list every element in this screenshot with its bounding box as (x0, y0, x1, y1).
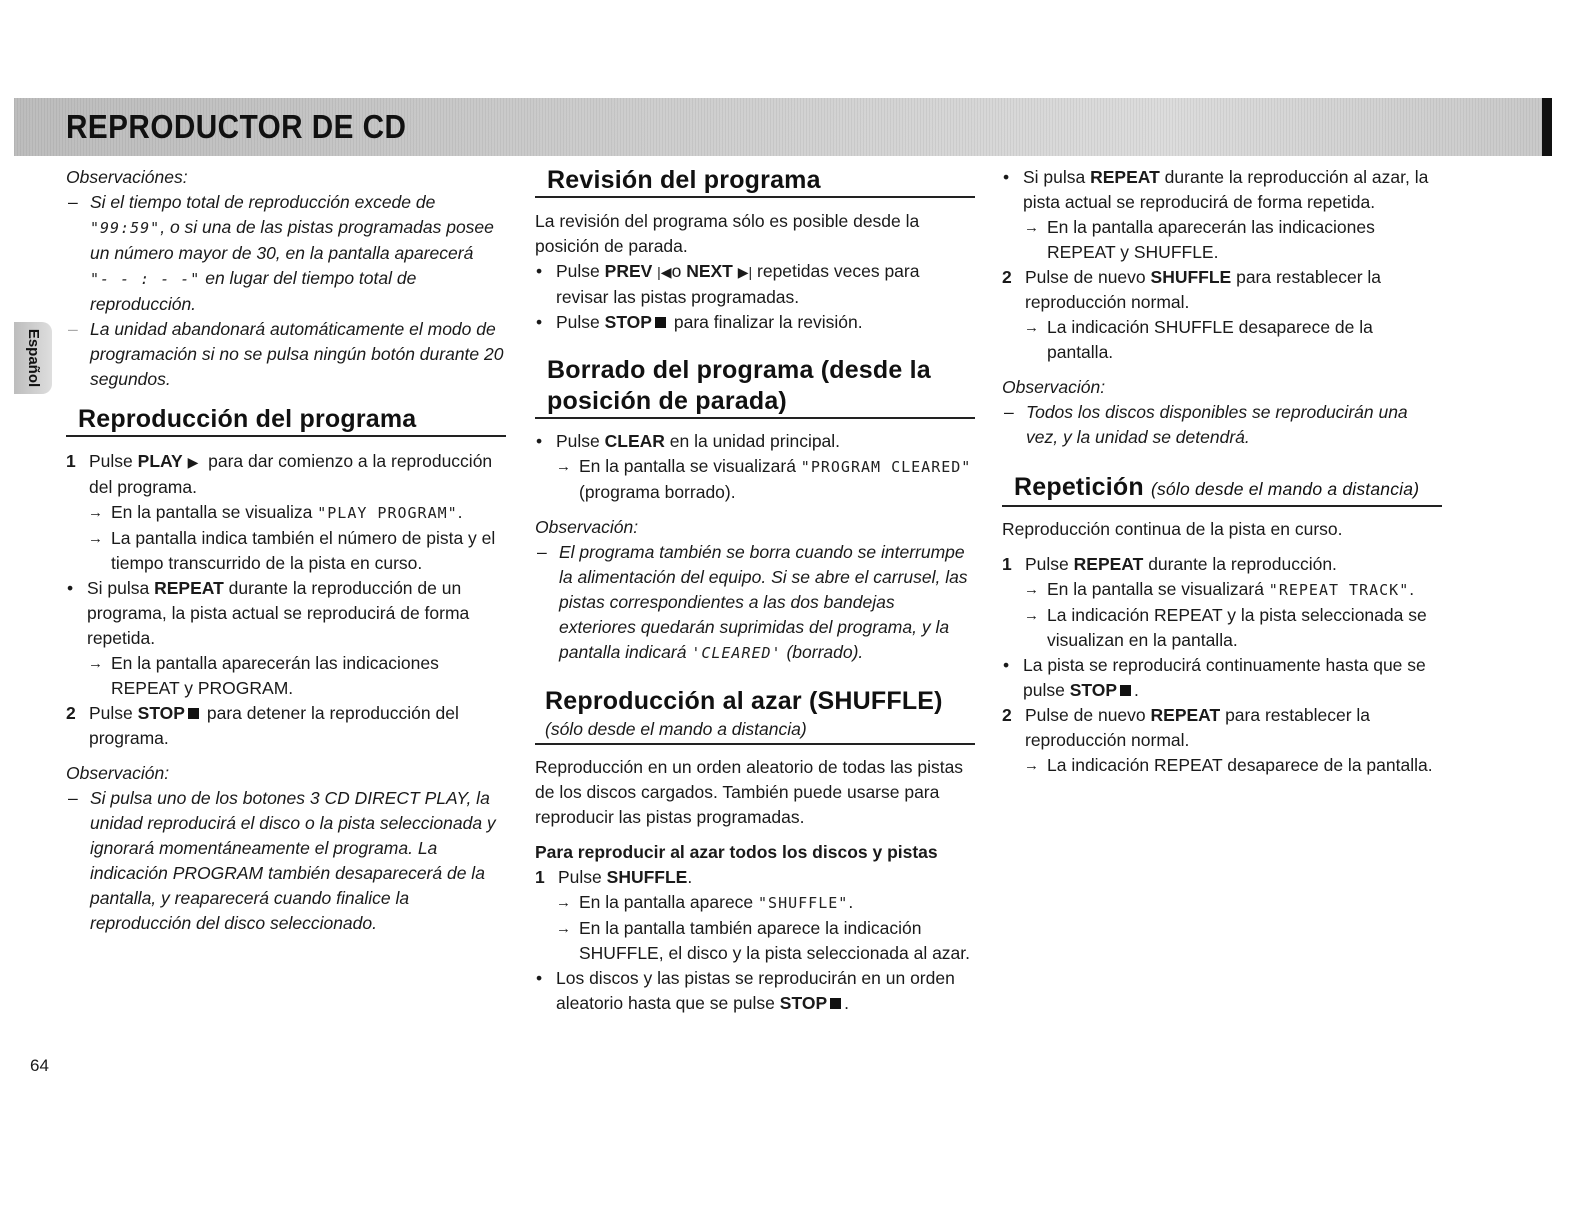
bullet-icon: • (536, 312, 543, 332)
heading-subtitle: (sólo desde el mando a distancia) (535, 717, 975, 745)
bullet-item: • Si pulsa REPEAT durante la reproducción de un programa, la pista actual se reproducirá de forma repetida. (67, 578, 470, 648)
observations-title: Observaciónes: (66, 167, 188, 187)
step-item: 2 Pulse de nuevo REPEAT para restablecer la reproducción normal. (1002, 705, 1371, 750)
result-item: → En la pantalla también aparece la indicación SHUFFLE, el disco y la pista seleccionada al azar. (556, 918, 971, 963)
step-item: 2 Pulse STOP para detener la reproducción del programa. (66, 703, 459, 748)
stop-icon (1120, 685, 1131, 696)
lcd-text: "REPEAT TRACK" (1268, 581, 1410, 599)
bullet-icon: • (536, 968, 543, 988)
stop-icon (655, 317, 666, 328)
section-banner (14, 98, 1552, 156)
lcd-text: "99:59" (90, 219, 161, 237)
bullet-icon: • (1003, 655, 1010, 675)
subheading: Para reproducir al azar todos los discos y pistas (535, 842, 938, 862)
language-label: Español (25, 328, 42, 388)
lcd-text: 'CLEARED' (691, 644, 782, 662)
arrow-icon: → (1024, 319, 1039, 336)
arrow-icon: → (1024, 757, 1039, 774)
stop-icon (830, 998, 841, 1009)
column-1 (66, 165, 506, 936)
bullet-icon: • (1003, 167, 1010, 187)
arrow-icon: → (1024, 219, 1039, 236)
observation-item: – Todos los discos disponibles se reproducirán una vez, y la unidad se detendrá. (1002, 400, 1442, 450)
arrow-icon: → (556, 458, 571, 475)
bullet-item: • La pista se reproducirá continuamente hasta que se pulse STOP . (1003, 655, 1426, 700)
arrow-icon: → (88, 655, 103, 672)
step-item: 1 Pulse SHUFFLE. (535, 867, 693, 887)
next-track-icon: ▶| (737, 264, 753, 280)
lcd-text: "SHUFFLE" (758, 894, 849, 912)
arrow-icon: → (1024, 607, 1039, 624)
step-item: 1 Pulse REPEAT durante la reproducción. (1002, 554, 1337, 574)
heading-repeat: Repetición (sólo desde el mando a distancia) (1002, 472, 1442, 507)
bullet-item: • Si pulsa REPEAT durante la reproducción al azar, la pista actual se reproducirá de forma repetida. (1003, 167, 1429, 212)
bullet-icon: • (536, 261, 543, 281)
column-3 (1002, 165, 1442, 778)
result-item: → En la pantalla se visualizará "REPEAT TRACK". (1002, 577, 1442, 603)
stop-icon (188, 708, 199, 719)
observation-item: – Si pulsa uno de los botones 3 CD DIRECT PLAY, la unidad reproducirá el disco o la pista seleccionada y ignorará momentáneamente el programa. La indicación PROGRAM también desaparecerá de la pantalla, y reaparecerá cuando finalice la reproducción del disco seleccionado. (66, 786, 506, 936)
step-item: 2 Pulse de nuevo SHUFFLE para restablecer la reproducción normal. (1002, 267, 1382, 312)
heading-program-playback: Reproducción del programa (66, 404, 506, 437)
heading-shuffle: Reproducción al azar (SHUFFLE) (545, 687, 943, 715)
observation-item: – El programa también se borra cuando se interrumpe la alimentación del equipo. Si se abre el carrusel, las pistas correspondientes a las dos bandejas exteriores quedarán suprimidas del programa, y la pantalla indicará 'CLEARED' (borrado). (535, 540, 975, 666)
arrow-icon: → (556, 920, 571, 937)
result-item: → La pantalla indica también el número de pista y el tiempo transcurrido de la pista en curso. (88, 528, 496, 573)
lcd-text: "PLAY PROGRAM" (317, 504, 458, 522)
paragraph: La revisión del programa sólo es posible desde la posición de parada. (535, 211, 920, 256)
language-side-tab (14, 322, 52, 394)
bullet-icon: • (536, 431, 543, 451)
arrow-icon: → (88, 530, 103, 547)
page-number: 64 (30, 1056, 49, 1075)
play-icon: ▶ (187, 454, 199, 470)
result-item: → En la pantalla se visualizará "PROGRAM CLEARED" (programa borrado). (556, 456, 972, 502)
section-title: REPRODUCTOR DE CD (66, 108, 407, 145)
observation-title: Observación: (535, 517, 639, 537)
arrow-icon: → (88, 504, 103, 521)
heading-program-clear: Borrado del programa (desde la posición de parada) (535, 355, 975, 419)
bullet-item: • Pulse PREV |◀o NEXT ▶| repetidas veces para revisar las pistas programadas. (536, 261, 920, 307)
bullet-item: • Pulse STOP para finalizar la revisión. (535, 310, 975, 335)
result-item: → La indicación REPEAT desaparece de la pantalla. (1002, 753, 1442, 778)
heading-program-review: Revisión del programa (535, 165, 975, 198)
paragraph: Reproducción en un orden aleatorio de todas las pistas de los discos cargados. También puede usarse para reproducir las pistas programadas. (535, 757, 964, 827)
result-item: → En la pantalla aparece "SHUFFLE". (535, 890, 975, 916)
column-2 (535, 165, 975, 1016)
key-play: PLAY (137, 451, 183, 471)
observation-item: – Si el tiempo total de reproducción excede de "99:59", o si una de las pistas programadas posee un número mayor de 30, en la pantalla aparecerá "- - : - -" en lugar del tiempo total de reproducción. (66, 190, 506, 317)
previous-track-icon: |◀ (657, 264, 672, 280)
result-item: → La indicación REPEAT y la pista seleccionada se visualizan en la pantalla. (1024, 605, 1427, 650)
paragraph: Reproducción continua de la pista en curso. (1002, 519, 1343, 539)
bullet-item: • Los discos y las pistas se reproducirán en un orden aleatorio hasta que se pulse STOP . (536, 968, 955, 1013)
observation-title: Observación: (66, 763, 170, 783)
bullet-item: • Pulse CLEAR en la unidad principal. (535, 429, 975, 454)
lcd-text: "- - : - -" (90, 270, 201, 288)
observation-title: Observación: (1002, 377, 1106, 397)
result-item: → En la pantalla aparecerán las indicaciones REPEAT y PROGRAM. (88, 653, 439, 698)
step-item: 1 Pulse PLAY ▶ para dar comienzo a la reproducción del programa. (66, 451, 493, 497)
bullet-icon: • (67, 578, 74, 598)
result-item: → En la pantalla se visualiza "PLAY PROGRAM". (66, 500, 506, 526)
arrow-icon: → (556, 894, 571, 911)
result-item: → La indicación SHUFFLE desaparece de la pantalla. (1024, 317, 1373, 362)
observation-item: – La unidad abandonará automáticamente el modo de programación si no se pulsa ningún botón durante 20 segundos. (66, 317, 506, 392)
banner-edge-bar (1542, 98, 1552, 156)
lcd-text: "PROGRAM CLEARED" (800, 458, 972, 476)
arrow-icon: → (1024, 581, 1039, 598)
result-item: → En la pantalla aparecerán las indicaciones REPEAT y SHUFFLE. (1024, 217, 1375, 262)
